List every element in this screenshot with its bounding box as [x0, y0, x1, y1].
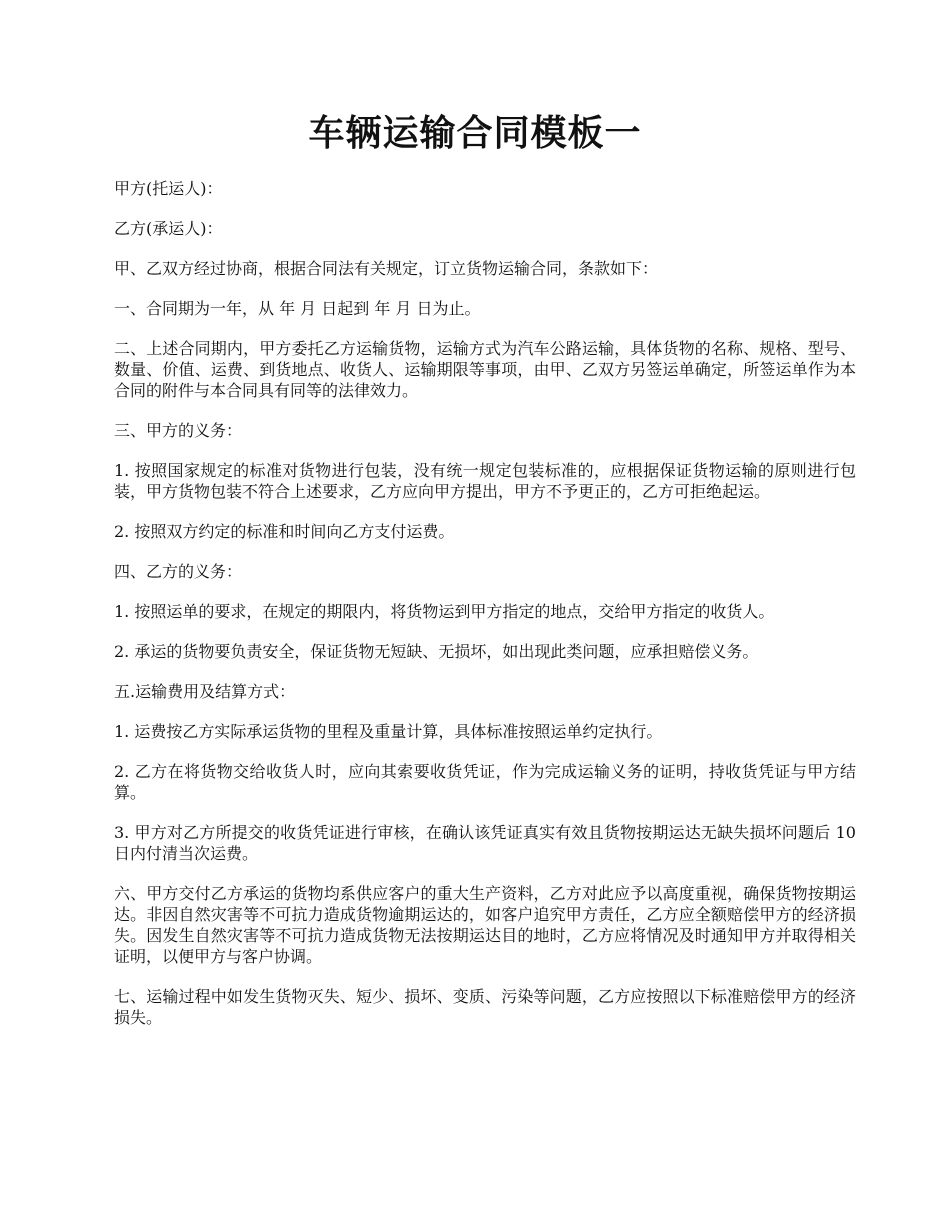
- clause-5-item-2: 2. 乙方在将货物交给收货人时，应向其索要收货凭证，作为完成运输义务的证明，持收货凭证与甲方结算。: [114, 762, 856, 802]
- clause-3-item-1: 1. 按照国家规定的标准对货物进行包装，没有统一规定包装标准的，应根据保证货物运输的原则进行包装，甲方货物包装不符合上述要求，乙方应向甲方提出，甲方不予更正的，乙方可拒绝起运。: [114, 461, 856, 501]
- party-b-line: 乙方(承运人)：: [114, 219, 223, 238]
- party-a-line: 甲方(托运人)：: [114, 179, 223, 198]
- document-body: [114, 178, 856, 1047]
- clause-1-term: 一、合同期为一年，从 年 月 日起到 年 月 日为止。: [114, 299, 481, 318]
- clause-4-heading: 四、乙方的义务：: [114, 562, 243, 581]
- clause-7-paragraph: 七、运输过程中如发生货物灭失、短少、损坏、变质、污染等问题，乙方应按照以下标准赔偿甲方的经济损失。: [114, 987, 856, 1027]
- clause-2-scope: 二、上述合同期内，甲方委托乙方运输货物，运输方式为汽车公路运输，具体货物的名称、规格、型号、数量、价值、运费、到货地点、收货人、运输期限等事项，由甲、乙双方另签运单确定，所签运单作为本合同的附件与本合同具有同等的法律效力。: [114, 339, 856, 400]
- clause-6-paragraph: 六、甲方交付乙方承运的货物均系供应客户的重大生产资料，乙方对此应予以高度重视，确保货物按期运达。非因自然灾害等不可抗力造成货物逾期运达的，如客户追究甲方责任，乙方应全额赔偿甲方的经济损失。因发生自然灾害等不可抗力造成货物无法按期运达目的地时，乙方应将情况及时通知甲方并取得相关证明，以便甲方与客户协调。: [114, 884, 856, 966]
- clause-5-item-3: 3. 甲方对乙方所提交的收货凭证进行审核，在确认该凭证真实有效且货物按期运达无缺失损坏问题后 10 日内付清当次运费。: [114, 823, 856, 863]
- clause-3-item-2: 2. 按照双方约定的标准和时间向乙方支付运费。: [114, 522, 455, 541]
- document-title: 车辆运输合同模板一: [308, 113, 642, 154]
- clause-4-item-1: 1. 按照运单的要求，在规定的期限内，将货物运到甲方指定的地点，交给甲方指定的收货人。: [114, 602, 775, 621]
- preamble-paragraph: 甲、乙双方经过协商，根据合同法有关规定，订立货物运输合同，条款如下：: [114, 259, 659, 278]
- clause-4-item-2: 2. 承运的货物要负责安全，保证货物无短缺、无损坏，如出现此类问题，应承担赔偿义务。: [114, 642, 759, 661]
- clause-5-item-1: 1. 运费按乙方实际承运货物的里程及重量计算，具体标准按照运单约定执行。: [114, 722, 663, 741]
- clause-3-heading: 三、甲方的义务：: [114, 421, 243, 440]
- clause-5-heading: 五.运输费用及结算方式：: [114, 682, 296, 701]
